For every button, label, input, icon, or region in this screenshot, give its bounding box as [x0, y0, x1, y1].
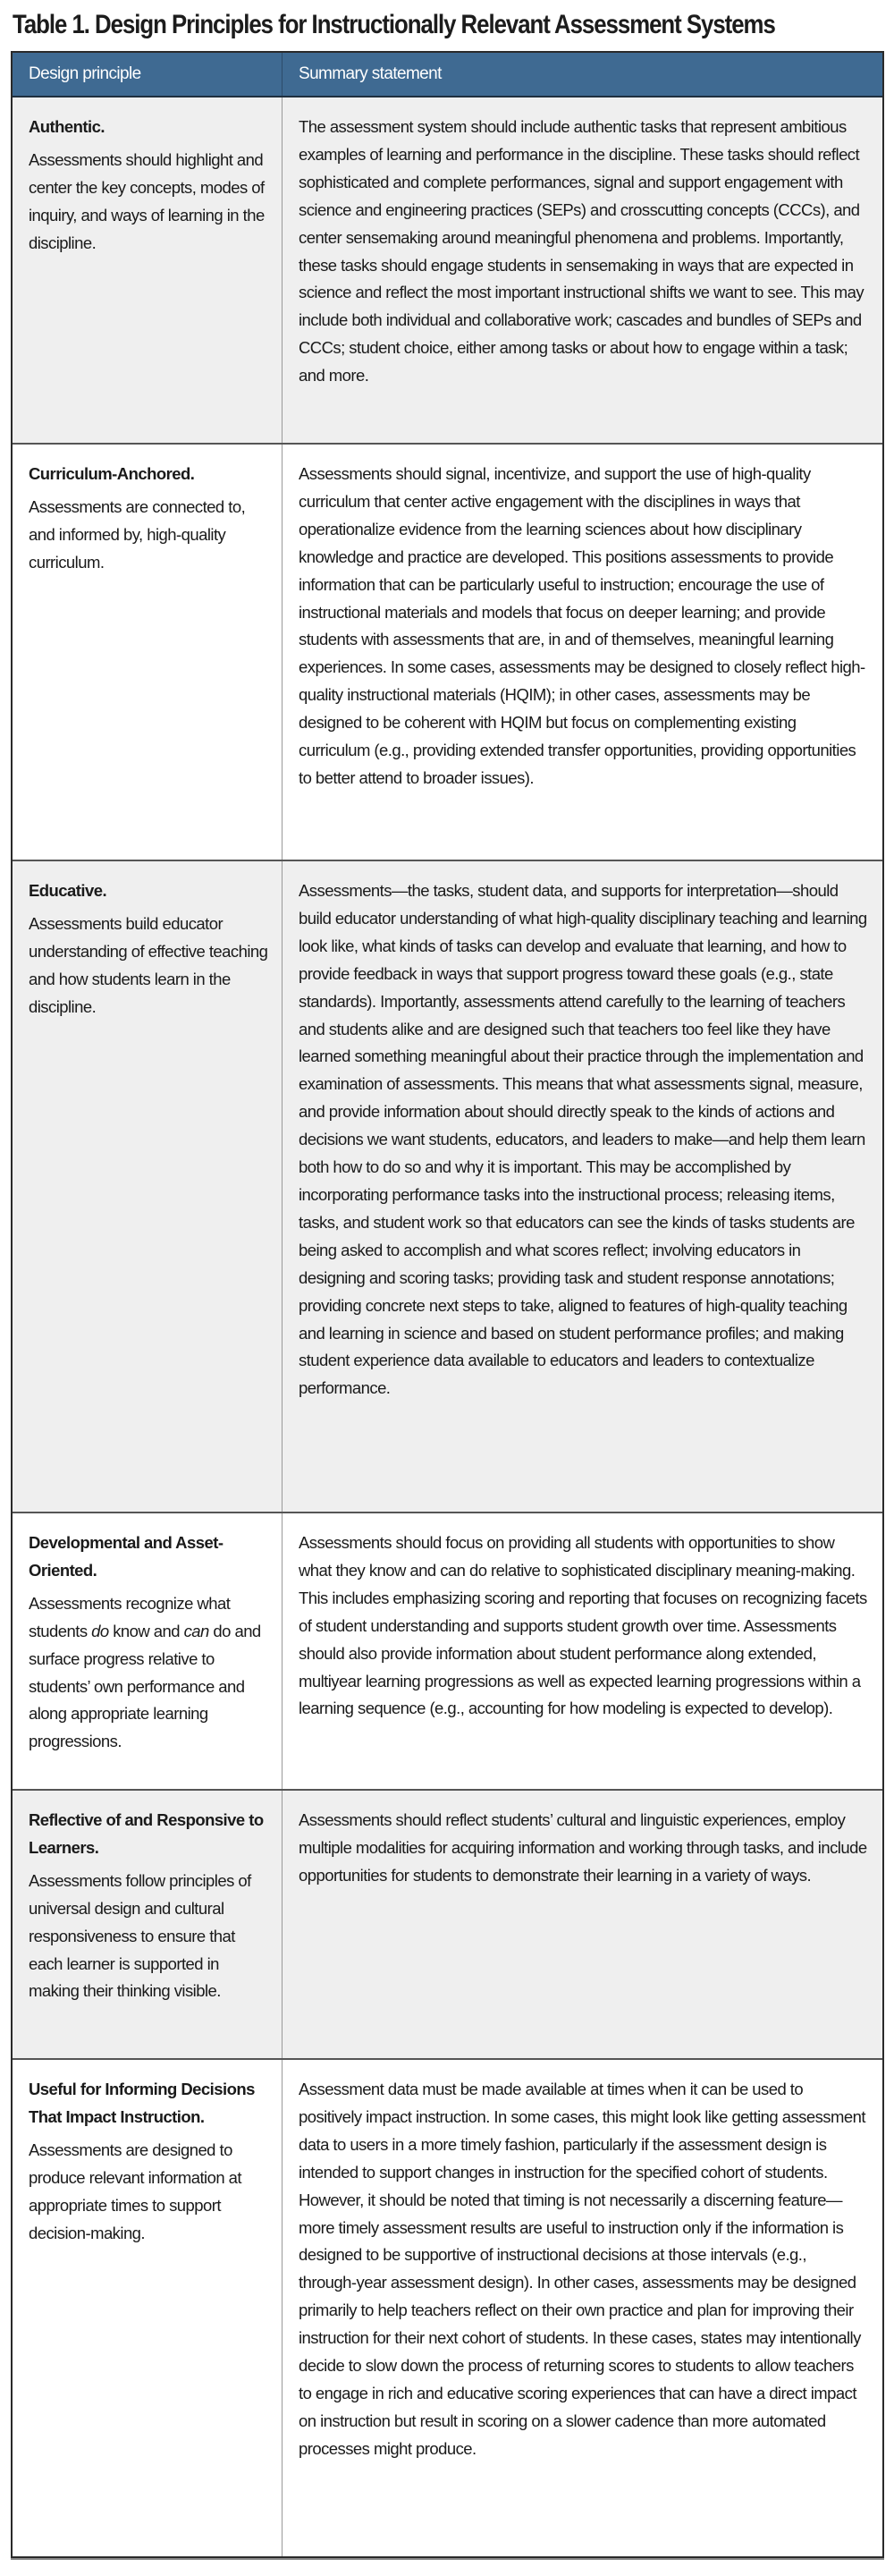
summary-cell: The assessment system should include authentic tasks that represent ambitious examples of learning and performance in the discipline. These tasks should reflect sophisticated and complete performances, signal and support engagement with science and engineering practices (SEPs) and crosscutting concepts (CCCs), and center sensemaking around meaningful phenomena and problems. Importantly, these tasks should engage students in sensemaking in ways that are expected in science and reflect the most important instructional shifts we want to see. This may include both individual and collaborative work; cascades and bundles of SEPs and CCCs; student choice, either among tasks or about how to engage within a task; and more.	[299, 117, 864, 386]
principle-cell	[13, 445, 283, 860]
table-row-authentic	[13, 97, 882, 445]
table-row-reflective-responsive	[13, 1791, 882, 2060]
principle-name: Curriculum-Anchored.	[29, 464, 195, 483]
table-title: Table 1. Design Principles for Instructionally Relevant Assessment Systems	[13, 10, 775, 39]
principle-description: Assessments are connected to, and informed by, high-quality curriculum.	[29, 496, 246, 572]
principle-description: Assessments should highlight and center the key concepts, modes of inquiry, and ways of learning in the discipline.	[29, 149, 265, 252]
column-header-design-principle: Design principle	[13, 53, 283, 96]
column-header-summary-statement: Summary statement	[299, 64, 442, 83]
table-row-developmental	[13, 1513, 882, 1791]
description-text: know and	[108, 1621, 184, 1640]
summary-cell: Assessments—the tasks, student data, and supports for interpretation—should build educator understanding of what high-quality disciplinary teaching and learning look like, what kinds of tasks can develop and evaluate that learning, and how to provide feedback in ways that support progress toward these goals (e.g., state standards). Importantly, assessments attend carefully to the learning of teachers and students alike and are designed such that teachers too feel like they have learned something meaningful about their practice through the implementation and examination of assessments. This means that what assessments signal, measure, and provide information about should directly speak to the kinds of actions and decisions we want students, educators, and leaders to make—and help them learn both how to do so and why it is important. This may be accomplished by incorporating performance tasks into the instructional process; releasing items, tasks, and student work so that educators can see the kinds of tasks students are being asked to accomplish and what scores reflect; involving educators in designing and scoring tasks; providing task and student response annotations; providing concrete next steps to take, aligned to features of high-quality teaching and learning in science and based on student performance profiles; and making student experience data available to educators and leaders to contextualize performance.	[299, 881, 867, 1398]
principle-cell	[13, 1791, 283, 2058]
principle-cell	[13, 2060, 283, 2556]
summary-cell: Assessments should signal, incentivize, and support the use of high-quality curriculum that center active engagement with the disciplines in ways that operationalize evidence from the learning sciences about how disciplinary knowledge and practice are developed. This positions assessments to provide information that can be particularly useful to instruction; encourage the use of instructional materials and models that focus on deeper learning; and provide students with assessments that are, in and of themselves, meaningful learning experiences. In some cases, assessments may be designed to closely reflect high-quality instructional materials (HQIM); in other cases, assessments may be designed to be coherent with HQIM but focus on complementing existing curriculum (e.g., providing extended transfer opportunities, providing opportunities to better attend to broader issues).	[299, 464, 865, 787]
principle-cell	[13, 861, 283, 1512]
emphasis-can: can	[183, 1621, 209, 1640]
principle-name: Authentic.	[29, 117, 105, 136]
principle-description: Assessments build educator understanding of effective teaching and how students learn in the discipline.	[29, 913, 268, 1016]
principle-name: Useful for Informing Decisions That Impact Instruction.	[29, 2080, 255, 2126]
summary-cell: Assessments should reflect students’ cultural and linguistic experiences, employ multiple modalities for acquiring information and working through tasks, and include opportunities for students to demonstrate their learning in a variety of ways.	[299, 1810, 867, 1885]
principle-description	[29, 1590, 273, 1756]
description-text: Assessments recognize what students	[29, 1593, 231, 1640]
design-principles-table	[11, 51, 884, 2558]
table-row-educative	[13, 861, 882, 1513]
emphasis-do: do	[91, 1621, 109, 1640]
summary-cell: Assessment data must be made available at times when it can be used to positively impact instruction. In some cases, this might look like getting assessment data to users in a more timely fashion, particularly if the assessment design is intended to support changes in instruction for the specified cohort of students. However, it should be noted that timing is not necessarily a discerning feature—more timely assessment results are useful to instruction only if the information is designed to be supportive of instructional decisions at those intervals (e.g., through-year assessment design). In other cases, assessments may be designed primarily to help teachers reflect on their own practice and plan for improving their instruction for their next cohort of students. In these cases, states may intentionally decide to slow down the process of returning scores to students to allow teachers to engage in rich and educative scoring experiences that can have a direct impact on instruction but result in scoring on a slower cadence than more automated processes might produce.	[299, 2080, 865, 2458]
table-row-curriculum-anchored	[13, 445, 882, 861]
table-row-useful-for-decisions	[13, 2060, 882, 2556]
principle-name: Reflective of and Responsive to Learners.	[29, 1810, 264, 1857]
principle-name: Developmental and Asset-Oriented.	[29, 1533, 224, 1580]
summary-cell: Assessments should focus on providing all students with opportunities to show what they know and can do relative to sophisticated disciplinary meaning-making. This includes emphasizing scoring and reporting that focuses on recognizing facets of student understanding and supports student growth over time. Assessments should also provide information about student performance along extended, multiyear learning progressions as well as expected learning progressions within a learning sequence (e.g., accounting for how modeling is expected to develop).	[299, 1533, 867, 1718]
principle-name: Educative.	[29, 881, 107, 900]
principle-cell	[13, 1513, 283, 1789]
principle-cell	[13, 97, 283, 443]
principle-description: Assessments are designed to produce relevant information at appropriate times to support decision-making.	[29, 2140, 241, 2242]
principle-description: Assessments follow principles of universal design and cultural responsiveness to ensure that each learner is supported in making their thinking visible.	[29, 1870, 251, 2001]
table-header-row	[13, 53, 882, 97]
description-text: do and surface progress relative to students’ own performance and along appropriate learning progressions.	[29, 1621, 261, 1751]
